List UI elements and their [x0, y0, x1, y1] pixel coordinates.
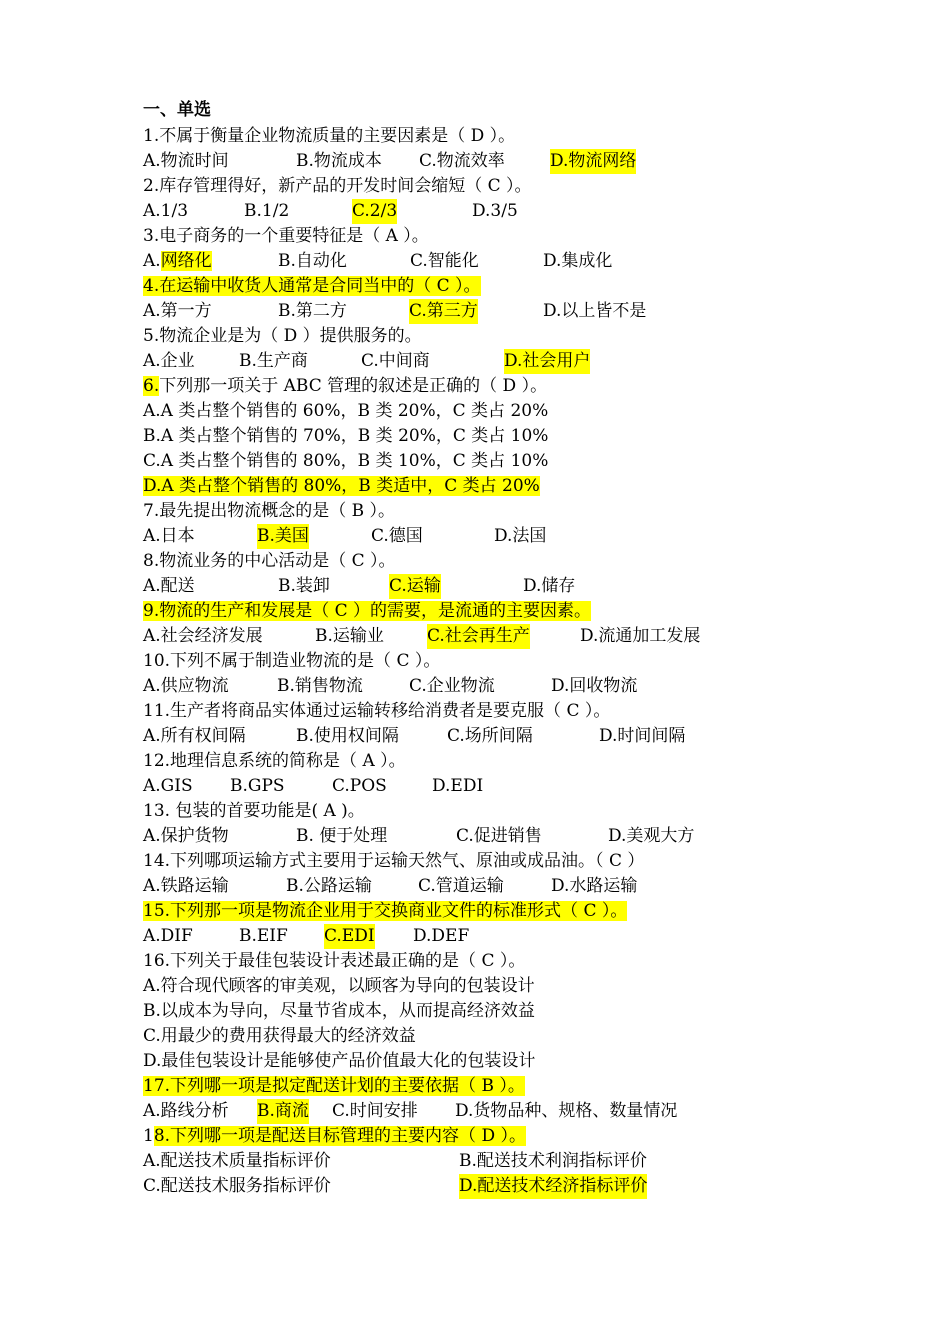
option-c: C.场所间隔	[447, 726, 533, 746]
option-b: B.生产商	[239, 351, 308, 371]
option-d: D.回收物流	[551, 676, 638, 696]
option-b: B.使用权间隔	[296, 726, 399, 746]
option-a: A.第一方	[143, 301, 212, 321]
option-d-answer: D.配送技术经济指标评价	[459, 1174, 647, 1199]
option-d: D.储存	[523, 576, 576, 596]
option-b: B.以成本为导向，尽量节省成本，从而提高经济效益	[143, 1001, 535, 1021]
question-7: 7.最先提出物流概念的是（ B ）。	[143, 501, 396, 521]
question-1-options	[143, 149, 843, 174]
option-c: C.德国	[371, 526, 423, 546]
question-12-options	[143, 774, 843, 799]
question-18-stem: 8.下列哪一项是配送目标管理的主要内容（ D ）。	[153, 1126, 526, 1146]
option-c: C.促进销售	[456, 826, 542, 846]
question-16: 16.下列关于最佳包装设计表述最正确的是（ C ）。	[143, 951, 526, 971]
question-11-options	[143, 724, 843, 749]
option-a: A.企业	[143, 351, 195, 371]
question-3-options	[143, 249, 843, 274]
option-b: B. 便于处理	[296, 826, 388, 846]
question-3: 3.电子商务的一个重要特征是（ A ）。	[143, 226, 429, 246]
option-c: C.用最少的费用获得最大的经济效益	[143, 1026, 416, 1046]
question-4-stem: 4.在运输中收货人通常是合同当中的（ C ）。	[143, 276, 481, 296]
question-10: 10.下列不属于制造业物流的是（ C ）。	[143, 651, 441, 671]
option-b: B.装卸	[278, 576, 330, 596]
question-5-options	[143, 349, 843, 374]
option-b: B.1/2	[244, 201, 290, 221]
question-4	[143, 274, 843, 299]
question-2-options	[143, 199, 843, 224]
option-a: A.1/3	[143, 201, 189, 221]
option-b: B.运输业	[315, 626, 384, 646]
option-b: B.自动化	[278, 251, 347, 271]
option-d-answer	[143, 474, 843, 499]
option-a: A.符合现代顾客的审美观，以顾客为导向的包装设计	[143, 976, 535, 996]
question-18-options-row-2	[143, 1174, 843, 1199]
option-c: C.A 类占整个销售的 80%，B 类 10%，C 类占 10%	[143, 451, 549, 471]
question-8: 8.物流业务的中心活动是（ C ）。	[143, 551, 396, 571]
option-b: B.物流成本	[296, 151, 382, 171]
question-14: 14.下列哪项运输方式主要用于运输天然气、原油或成品油。（ C ）	[143, 851, 645, 871]
option-b: B.销售物流	[277, 676, 363, 696]
option-a-answer	[143, 249, 212, 274]
option-c: C.时间安排	[332, 1101, 418, 1121]
option-d-text: D.A 类占整个销售的 80%，B 类适中，C 类占 20%	[143, 476, 540, 496]
option-a: A.日本	[143, 526, 195, 546]
section-title: 一、单选	[143, 100, 211, 120]
option-c-answer: C.第三方	[409, 299, 478, 324]
option-d: D.流通加工发展	[580, 626, 701, 646]
option-d: D.最佳包装设计是能够使产品价值最大化的包装设计	[143, 1051, 536, 1071]
option-d: D.以上皆不是	[543, 301, 647, 321]
option-c-answer: C.运输	[389, 574, 441, 599]
option-d-answer: D.物流网络	[550, 149, 636, 174]
question-list	[143, 96, 843, 1199]
question-6-stem: 下列那一项关于 ABC 管理的叙述是正确的（ D ）。	[159, 376, 548, 396]
option-d: D.货物品种、规格、数量情况	[455, 1101, 678, 1121]
question-17	[143, 1074, 843, 1099]
question-9-options	[143, 624, 843, 649]
option-c: C.智能化	[410, 251, 479, 271]
option-b: B.A 类占整个销售的 70%，B 类 20%，C 类占 10%	[143, 426, 549, 446]
option-a: A.供应物流	[143, 676, 229, 696]
option-b-answer: B.商流	[257, 1099, 309, 1124]
option-d: D.时间间隔	[599, 726, 686, 746]
question-1: 1.不属于衡量企业物流质量的主要因素是（ D ）。	[143, 126, 516, 146]
option-b-answer: B.美国	[257, 524, 309, 549]
option-a: A.DIF	[143, 926, 193, 946]
question-5: 5.物流企业是为（ D ）提供服务的。	[143, 326, 422, 346]
option-a: A.物流时间	[143, 151, 229, 171]
question-18-prefix: 1	[143, 1126, 154, 1146]
option-d: D.3/5	[472, 201, 518, 221]
option-d-answer: D.社会用户	[504, 349, 590, 374]
option-b: B.EIF	[239, 926, 288, 946]
option-b: B.GPS	[230, 776, 285, 796]
option-c: C.POS	[332, 776, 387, 796]
option-a-prefix: A.	[143, 251, 161, 271]
option-a-text: 网络化	[160, 251, 212, 271]
option-d: D.法国	[494, 526, 547, 546]
question-13: 13. 包装的首要功能是( A )。	[143, 801, 365, 821]
question-4-options	[143, 299, 843, 324]
option-b: B.配送技术利润指标评价	[459, 1151, 647, 1171]
question-15-stem: 15.下列那一项是物流企业用于交换商业文件的标准形式（ C ）。	[143, 901, 628, 921]
option-d: D.水路运输	[551, 876, 638, 896]
option-c-answer: C.EDI	[324, 924, 375, 949]
option-a: A.路线分析	[143, 1101, 229, 1121]
option-a: A.配送	[143, 576, 195, 596]
option-c: C.管道运输	[418, 876, 504, 896]
option-c: C.中间商	[361, 351, 430, 371]
option-a: A.配送技术质量指标评价	[143, 1151, 331, 1171]
question-7-options	[143, 524, 843, 549]
question-15-options	[143, 924, 843, 949]
question-8-options	[143, 574, 843, 599]
question-13-options	[143, 824, 843, 849]
question-15	[143, 899, 843, 924]
option-a: A.铁路运输	[143, 876, 229, 896]
option-a: A.保护货物	[143, 826, 229, 846]
question-18-options-row-1	[143, 1149, 843, 1174]
question-18	[143, 1124, 843, 1149]
option-c: C.配送技术服务指标评价	[143, 1176, 331, 1196]
option-a: A.GIS	[143, 776, 193, 796]
option-a: A.社会经济发展	[143, 626, 263, 646]
option-d: D.DEF	[413, 926, 470, 946]
option-c-answer: C.2/3	[352, 199, 397, 224]
question-9	[143, 599, 843, 624]
question-6-number: 6.	[143, 376, 160, 396]
question-11: 11.生产者将商品实体通过运输转移给消费者是要克服（ C ）。	[143, 701, 611, 721]
option-c-answer: C.社会再生产	[427, 624, 530, 649]
option-b: B.第二方	[278, 301, 347, 321]
question-17-stem: 17.下列哪一项是拟定配送计划的主要依据（ B ）。	[143, 1076, 525, 1096]
option-c: C.企业物流	[409, 676, 495, 696]
question-6	[143, 374, 843, 399]
option-d: D.EDI	[432, 776, 484, 796]
question-10-options	[143, 674, 843, 699]
option-a: A.所有权间隔	[143, 726, 246, 746]
question-9-stem: 9.物流的生产和发展是（ C ）的需要，是流通的主要因素。	[143, 601, 592, 621]
option-c: C.物流效率	[419, 151, 505, 171]
question-14-options	[143, 874, 843, 899]
question-2: 2.库存管理得好，新产品的开发时间会缩短（ C ）。	[143, 176, 532, 196]
option-b: B.公路运输	[286, 876, 372, 896]
option-d: D.集成化	[543, 251, 613, 271]
option-d: D.美观大方	[608, 826, 695, 846]
option-a: A.A 类占整个销售的 60%，B 类 20%，C 类占 20%	[143, 401, 549, 421]
question-12: 12.地理信息系统的简称是（ A ）。	[143, 751, 406, 771]
question-17-options	[143, 1099, 843, 1124]
